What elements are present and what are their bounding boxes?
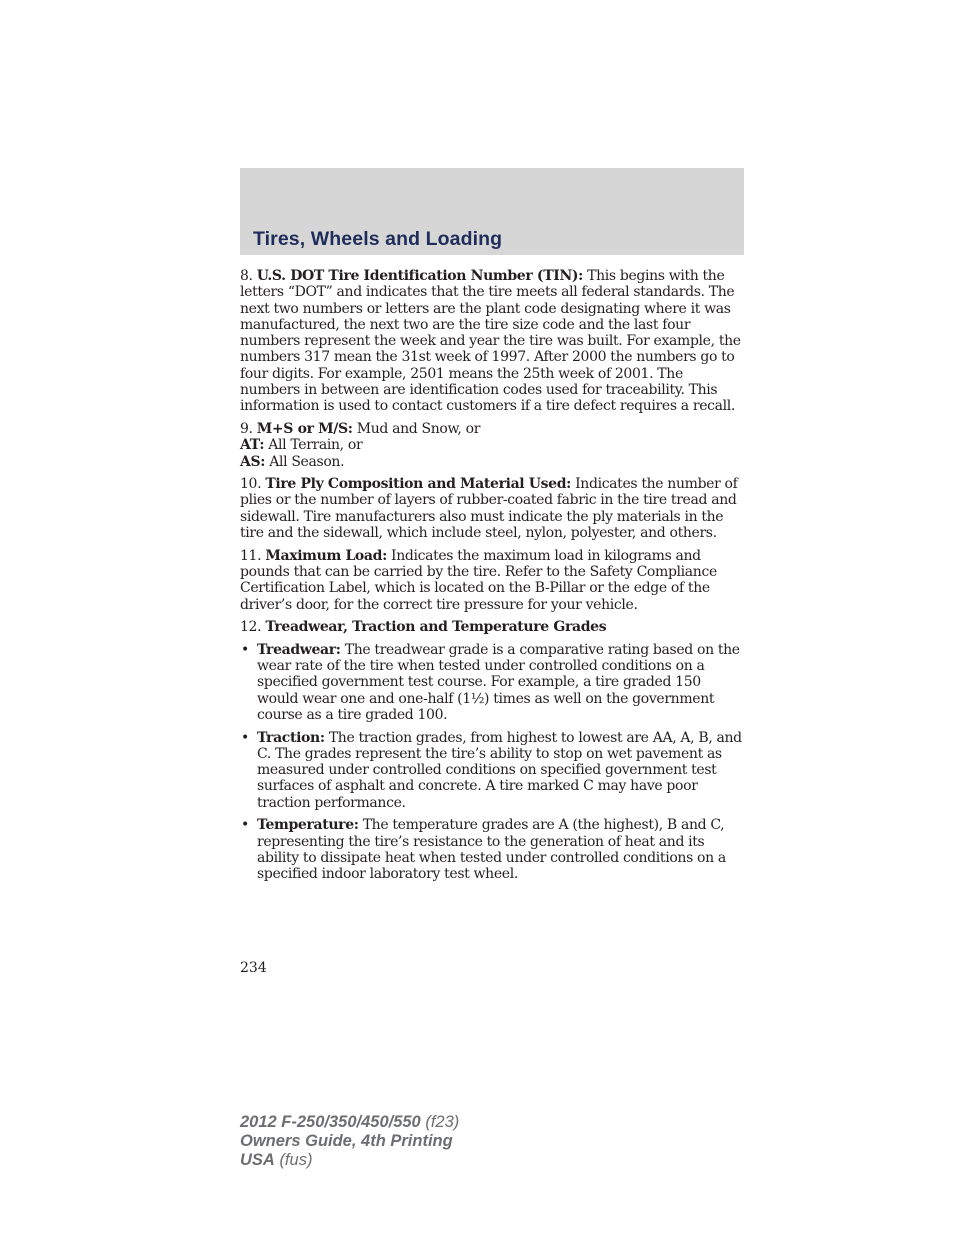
section-header-band bbox=[240, 168, 744, 255]
list-item-temperature bbox=[240, 817, 744, 882]
item-label: AS: bbox=[240, 453, 266, 470]
item-number: 9. bbox=[240, 420, 253, 437]
footer-model: 2012 F-250/350/450/550 bbox=[240, 1113, 421, 1131]
bullet-text: The temperature grades are A (the highest), B and C, representing the tire’s resistance to the generation of heat and its ability to dissipate heat when tested under controlled conditions on a specified indoor laboratory test wheel. bbox=[257, 817, 726, 883]
grades-list bbox=[240, 642, 744, 883]
item-text: Mud and Snow, or bbox=[356, 420, 481, 437]
item-number: 12. bbox=[240, 619, 262, 636]
item-number: 11. bbox=[240, 547, 262, 564]
footer-market: USA bbox=[240, 1151, 275, 1169]
item-label: M+S or M/S: bbox=[256, 420, 353, 437]
page-number: 234 bbox=[240, 960, 267, 976]
item-text: All Terrain, or bbox=[268, 437, 363, 454]
section-title: Tires, Wheels and Loading bbox=[253, 228, 503, 250]
footer-line-market bbox=[240, 1151, 459, 1170]
list-item-traction bbox=[240, 730, 744, 811]
item-9 bbox=[240, 421, 744, 470]
footer-model-code: (f23) bbox=[425, 1113, 460, 1131]
bullet-icon: • bbox=[241, 729, 249, 746]
item-text: Indicates the maximum load in kilograms and pounds that can be carried by the tire. Refer to the Safety Compliance Certification Label, which is located on the B-Pillar or the edge of the driver’s door, for the correct tire pressure for your vehicle. bbox=[240, 547, 717, 613]
bullet-icon: • bbox=[241, 641, 249, 658]
bullet-label: Temperature: bbox=[257, 817, 359, 834]
item-11 bbox=[240, 548, 744, 613]
item-label: U.S. DOT Tire Identification Number (TIN): bbox=[256, 268, 583, 284]
list-item-treadwear bbox=[240, 642, 744, 723]
footer-market-code: (fus) bbox=[279, 1151, 313, 1169]
footer-line-model bbox=[240, 1113, 459, 1132]
item-label: AT: bbox=[240, 437, 265, 454]
bullet-icon: • bbox=[241, 817, 249, 834]
item-text: Indicates the number of plies or the number of layers of rubber-coated fabric in the tire tread and sidewall. Tire manufacturers also must indicate the ply materials in the tire and the sidewall, which include steel, nylon, polyester, and others. bbox=[240, 476, 738, 542]
item-text: This begins with the letters “DOT” and indicates that the tire meets all federal standards. The next two numbers or letters are the plant code designating where it was manufactured, the next two are the tire size code and the last four numbers represent the week and year the tire was built. For example, the numbers 317 mean the 31st week of 1997. After 2000 the numbers go to four digits. For example, 2501 means the 25th week of 2001. The numbers in between are identification codes used for traceability. This information is used to contact customers if a tire defect requires a recall. bbox=[240, 268, 741, 415]
document-footer bbox=[240, 1113, 459, 1170]
item-12 bbox=[240, 619, 744, 635]
bullet-text: The treadwear grade is a comparative rating based on the wear rate of the tire when tested under controlled conditions on a specified government test course. For example, a tire graded 150 would wear one and one-half (1½) times as well on the government course as a tire graded 100. bbox=[257, 641, 740, 723]
bullet-label: Traction: bbox=[257, 729, 325, 746]
bullet-text: The traction grades, from highest to lowest are AA, A, B, and C. The grades represent the tire’s ability to stop on wet pavement as measured under controlled conditions on specified government test surfaces of asphalt and concrete. A tire marked C may have poor traction performance. bbox=[257, 729, 742, 811]
item-text: All Season. bbox=[269, 453, 345, 470]
item-label: Treadwear, Traction and Temperature Grades bbox=[265, 619, 607, 636]
bullet-label: Treadwear: bbox=[257, 641, 341, 658]
item-number: 10. bbox=[240, 476, 262, 493]
page-content bbox=[240, 268, 744, 889]
item-number: 8. bbox=[240, 268, 253, 284]
item-8 bbox=[240, 268, 744, 415]
item-label: Maximum Load: bbox=[265, 547, 387, 564]
item-10 bbox=[240, 476, 744, 541]
item-label: Tire Ply Composition and Material Used: bbox=[265, 476, 571, 493]
footer-edition: Owners Guide, 4th Printing bbox=[240, 1132, 453, 1150]
